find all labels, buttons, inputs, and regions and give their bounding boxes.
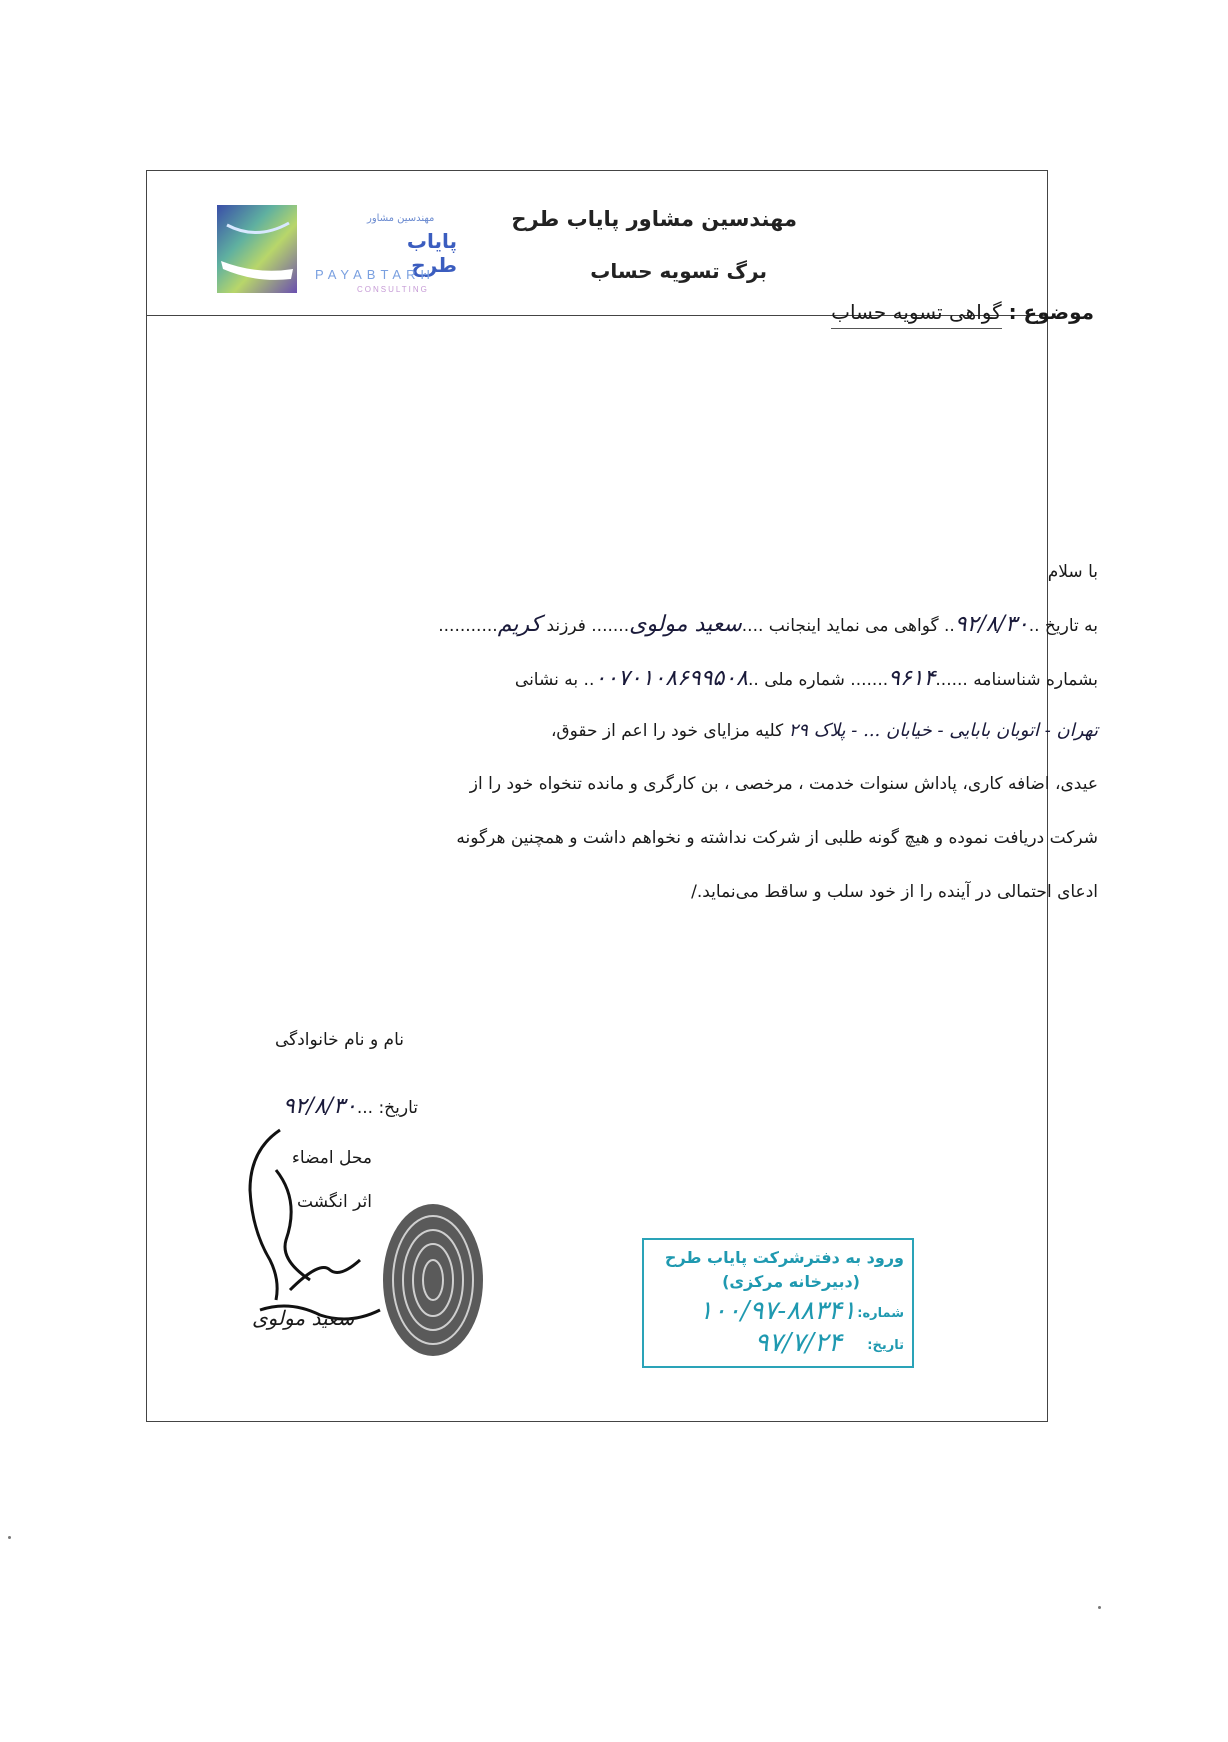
subject-line bbox=[831, 300, 1094, 324]
logo-name-en: PAYABTARH bbox=[315, 267, 435, 282]
handwritten-address: تهران - اتوبان بابایی - خیابان ... - پلاک ۲۹ bbox=[788, 720, 1098, 741]
dotted-leader: ... bbox=[356, 1098, 374, 1118]
dotted-leader: ........... bbox=[438, 616, 498, 636]
body-line-2 bbox=[278, 666, 1098, 691]
stamp-date-value: ۹۷/۷/۲۴ bbox=[754, 1328, 842, 1358]
body-line-4: عیدی، اضافه کاری، پاداش سنوات خدمت ، مرخصی ، بن کارگری و مانده تنخواه خود را از bbox=[469, 774, 1098, 794]
stamp-subtitle: (دبیرخانه مرکزی) bbox=[722, 1272, 860, 1291]
dotted-leader: .. bbox=[943, 616, 955, 636]
text-segment: کلیه مزایای خود را اعم از حقوق، bbox=[550, 721, 784, 741]
handwritten-id-number: ۹۶۱۴ bbox=[888, 666, 936, 691]
body-line-3 bbox=[278, 720, 1098, 741]
signature-place-label: محل امضاء bbox=[291, 1148, 372, 1168]
text-segment: شماره ملی bbox=[764, 670, 845, 690]
company-logo bbox=[217, 205, 457, 297]
handwritten-sign-date: ۹۲/۸/۳۰ bbox=[282, 1094, 357, 1119]
text-segment: فرزند bbox=[546, 616, 586, 636]
fingerprint-label: اثر انگشت bbox=[297, 1192, 372, 1212]
handwritten-date: ۹۲/۸/۳۰ bbox=[954, 612, 1029, 637]
stamp-number-value: ۱۰۰/۹۷-۸۸۳۴۱ bbox=[698, 1296, 856, 1326]
dotted-leader: .. bbox=[1028, 616, 1040, 636]
stamp-number-label: شماره: bbox=[857, 1306, 904, 1321]
dotted-leader: .. bbox=[747, 670, 759, 690]
dotted-leader: ....... bbox=[850, 670, 889, 690]
subject-label: موضوع : bbox=[1008, 300, 1094, 324]
company-name: مهندسین مشاور پایاب طرح bbox=[511, 207, 797, 231]
handwritten-father-name: کریم bbox=[497, 612, 542, 637]
handwritten-national-id: ۰۰۷۰۱۰۸۶۹۹۵۰۸ bbox=[594, 666, 748, 691]
subject-value: گواهی تسویه حساب bbox=[831, 300, 1002, 329]
dotted-leader: ...... bbox=[935, 670, 968, 690]
logo-mark-icon bbox=[217, 205, 297, 293]
form-title: برگ تسویه حساب bbox=[590, 259, 767, 283]
scan-speck bbox=[1098, 1606, 1101, 1609]
text-segment: به نشانی bbox=[514, 670, 579, 690]
stamp-date-label: تاریخ: bbox=[867, 1338, 904, 1353]
handwritten-signed-name: سعید مولوی bbox=[252, 1306, 355, 1330]
name-label: نام و نام خانوادگی bbox=[274, 1030, 404, 1050]
scan-speck bbox=[8, 1536, 11, 1539]
text-segment: به تاریخ bbox=[1044, 616, 1098, 636]
greeting: با سلام bbox=[1047, 562, 1098, 582]
letterhead bbox=[147, 171, 1047, 316]
text-segment: گواهی می نماید اینجانب bbox=[768, 616, 939, 636]
sign-date-label: تاریخ: bbox=[378, 1098, 418, 1118]
body-line-5: شرکت دریافت نموده و هیچ گونه طلبی از شرکت نداشته و نخواهم داشت و همچنین هرگونه bbox=[456, 828, 1098, 848]
stamp-title: ورود به دفترشرکت پایاب طرح bbox=[664, 1248, 904, 1267]
body-line-6: ادعای احتمالی در آینده را از خود سلب و ساقط می‌نماید./ bbox=[691, 882, 1098, 902]
logo-subtitle-en: CONSULTING bbox=[357, 285, 429, 294]
fingerprint-icon bbox=[378, 1200, 488, 1360]
text-segment: بشماره شناسنامه bbox=[973, 670, 1098, 690]
logo-name-fa: پایاب طرح bbox=[406, 229, 457, 277]
dotted-leader: ....... bbox=[591, 616, 630, 636]
handwritten-name: سعید مولوی bbox=[629, 612, 742, 637]
logo-subtitle-fa: مهندسین مشاور bbox=[367, 213, 435, 224]
dotted-leader: .. bbox=[583, 670, 595, 690]
registration-stamp bbox=[642, 1238, 914, 1368]
body-line-1 bbox=[278, 612, 1098, 637]
dotted-leader: .... bbox=[741, 616, 764, 636]
